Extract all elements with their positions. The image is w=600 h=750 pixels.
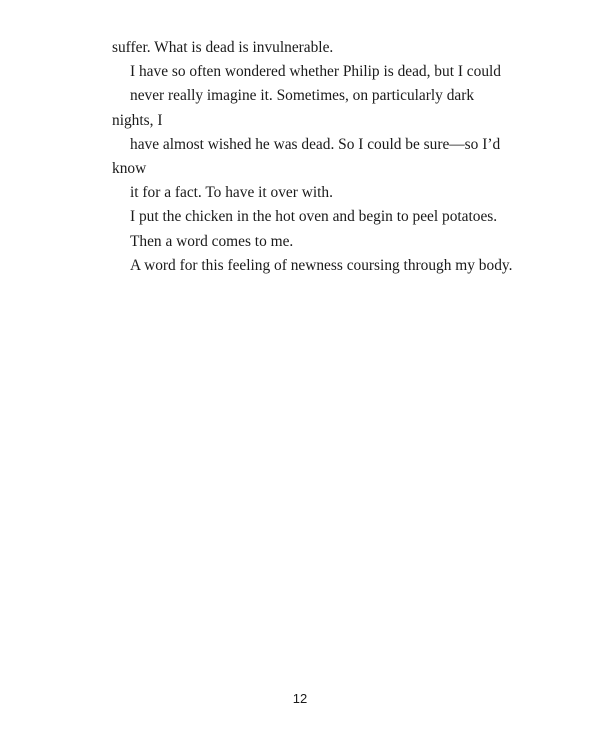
page-number: 12 xyxy=(292,691,308,706)
text-line: it for a fact. To have it over with. xyxy=(130,184,333,202)
text-line: have almost wished he was dead. So I could be sure—so I’d know xyxy=(112,135,501,178)
paragraph-4 xyxy=(112,254,514,278)
text-line: never really imagine it. Sometimes, on particularly dark nights, I xyxy=(112,87,475,129)
text-line: Then a word comes to me. xyxy=(130,232,294,250)
paragraph-3 xyxy=(112,205,514,253)
text-line: I have so often wondered whether Philip is dead, but I could xyxy=(130,63,501,81)
text-line: I put the chicken in the hot oven and begin to peel potatoes. xyxy=(130,208,498,226)
paragraph-2 xyxy=(112,60,514,205)
body-text xyxy=(112,36,514,278)
paragraph-1 xyxy=(112,36,514,60)
text-line: A word for this feeling of newness coursing through my body. xyxy=(130,256,513,274)
text-line: suffer. What is dead is invulnerable. xyxy=(112,39,334,56)
